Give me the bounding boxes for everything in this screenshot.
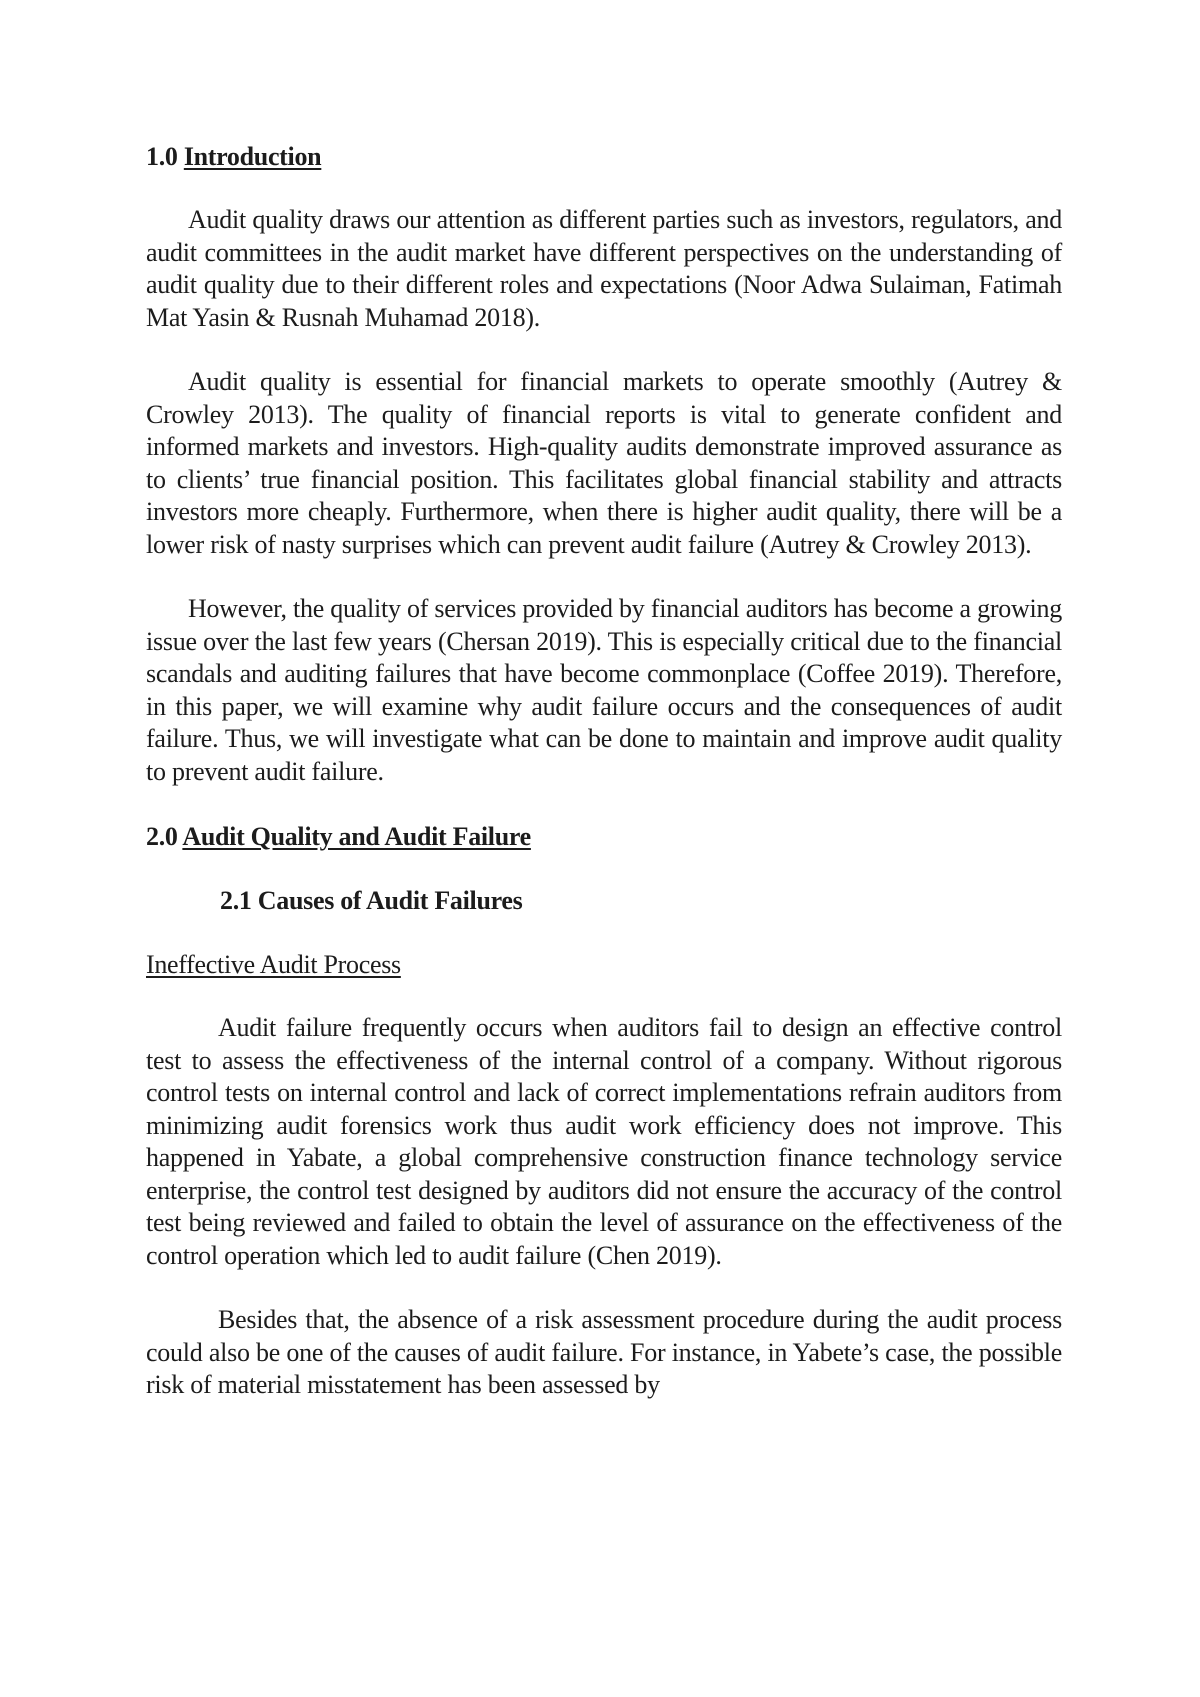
intro-paragraph-1: Audit quality draws our attention as different parties such as investors, regulators, and audit committees in the audit market have different perspectives on the understanding of audit quality due to their different roles and expectations (Noor Adwa Sulaiman, Fatimah Mat Yasin & Rusnah Muhamad 2018). — [146, 205, 1062, 332]
document-page — [146, 140, 1062, 1402]
audit-failure-paragraph-2: Besides that, the absence of a risk assessment procedure during the audit process could also be one of the causes of audit failure. For instance, in Yabete’s case, the possible risk of material misstatement has been assessed by — [146, 1305, 1062, 1399]
subtopic-title: Ineffective Audit Process — [146, 950, 401, 979]
section-number: 2.0 — [146, 822, 178, 851]
section-heading-audit-quality — [146, 820, 1062, 854]
intro-paragraph-3: However, the quality of services provided by financial auditors has become a growing issue over the last few years (Chersan 2019). This is especially critical due to the financial scandals and auditing failures that have become commonplace (Coffee 2019). Therefore, in this paper, we will examine why audit failure occurs and the consequences of audit failure. Thus, we will investigate what can be done to maintain and improve audit quality to prevent audit failure. — [146, 594, 1062, 786]
section-title: Audit Quality and Audit Failure — [182, 822, 531, 851]
audit-failure-paragraph-1: Audit failure frequently occurs when auditors fail to design an effective control test to assess the effectiveness of the internal control of a company. Without rigorous control tests on internal control and lack of correct implementations refrain auditors from minimizing audit forensics work thus audit work efficiency does not improve. This happened in Yabate, a global comprehensive construction finance technology service enterprise, the control test designed by auditors did not ensure the accuracy of the control test being reviewed and failed to obtain the level of assurance on the effectiveness of the control operation which led to audit failure (Chen 2019). — [146, 1013, 1062, 1270]
subsection-heading-causes: 2.1 Causes of Audit Failures — [220, 886, 523, 915]
section-number: 1.0 — [146, 142, 178, 171]
section-title: Introduction — [183, 142, 322, 171]
intro-paragraph-2: Audit quality is essential for financial markets to operate smoothly (Autrey & Crowley 2013). The quality of financial reports is vital to generate confident and informed markets and investors. High-quality audits demonstrate improved assurance as to clients’ true financial position. This facilitates global financial stability and attracts investors more cheaply. Furthermore, when there is higher audit quality, there will be a lower risk of nasty surprises which can prevent audit failure (Autrey & Crowley 2013). — [146, 367, 1062, 559]
section-heading-introduction — [146, 140, 1062, 174]
